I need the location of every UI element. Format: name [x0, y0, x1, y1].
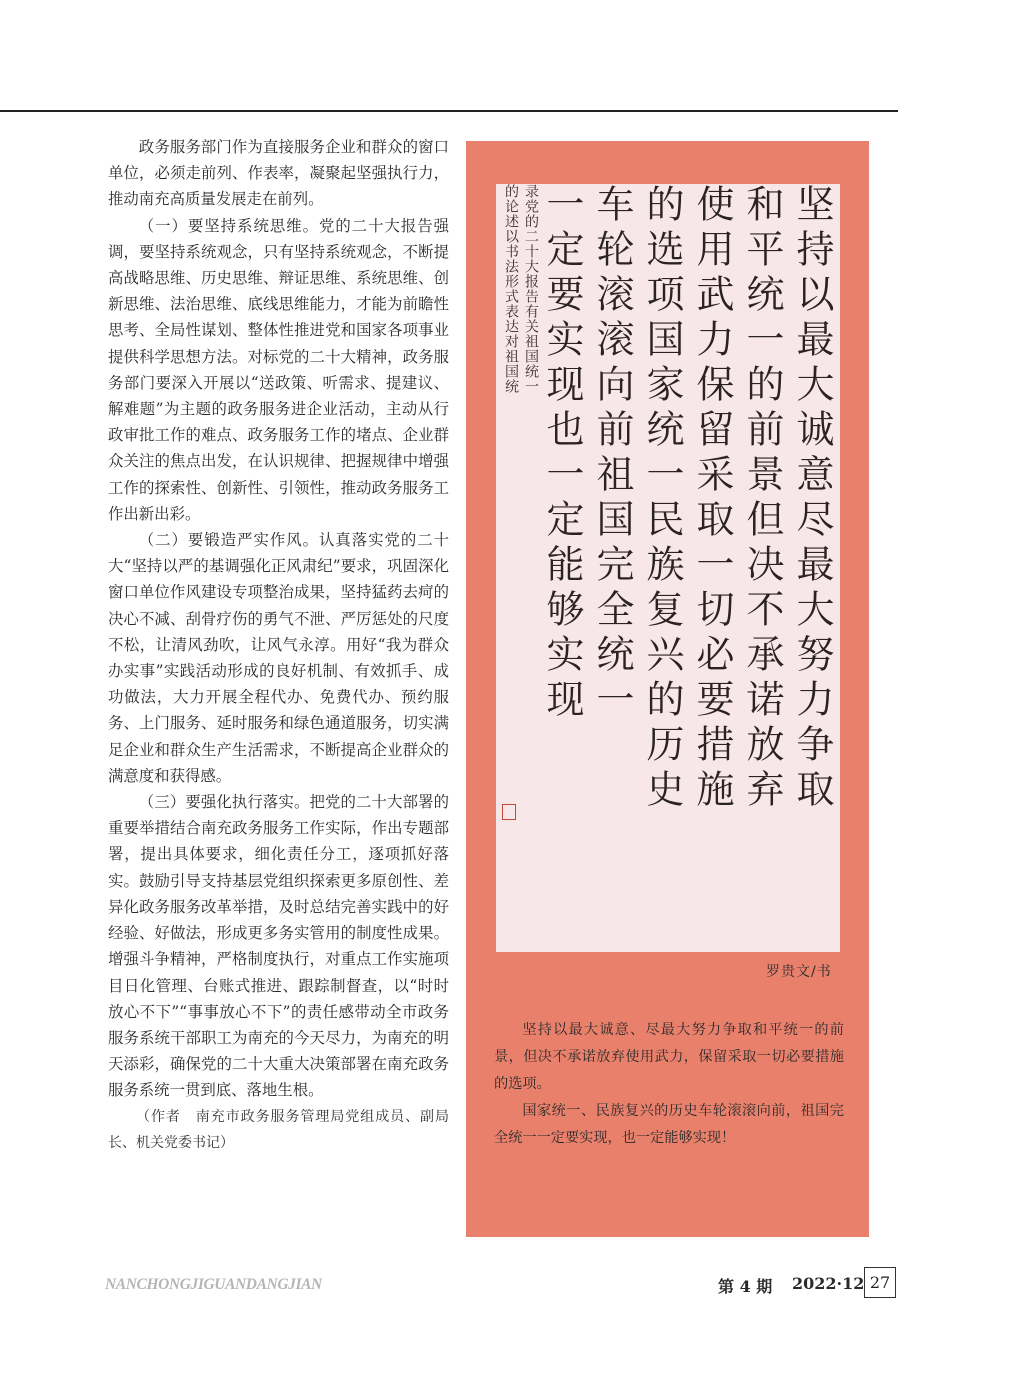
artwork-credit: 罗贵文/书 [766, 964, 832, 980]
article-body [108, 134, 449, 1156]
calligraphy-column: 车轮滚滚向前祖国完全统一 [590, 184, 634, 724]
calligraphy-column: 的选项国家统一民族复兴的历史 [640, 184, 684, 814]
article-section-3: （三）要强化执行落实。把党的二十大部署的重要举措结合南充政务服务工作实际，作出专题部署，提出具体要求，细化责任分工，逐项抓好落实。鼓励引导支持基层党组织探索更多原创性、差异化政务服务改革举措，及时总结完善实践中的好经验、好做法，形成更多务实管用的制度性成果。增强斗争精神，严格制度执行，对重点工作实施项目日化管理、台账式推进、跟踪制督查，以“时时放心不下”“事事放心不下”的责任感带动全市政务服务系统干部职工为南充的今天尽力，为南充的明天添彩，确保党的二十大重大决策部署在南充政务服务系统一贯到底、落地生根。 [108, 793, 449, 1100]
artwork-panel [466, 141, 869, 1237]
author-byline: （作者 南充市政务服务管理局党组成员、副局长、机关党委书记） [108, 1108, 449, 1151]
calligraphy-column: 和平统一的前景但决不承诺放弃 [740, 184, 784, 814]
calligraphy-inscription: 录党的二十大报告有关祖国统一 [523, 184, 539, 394]
article-section-1: （一）要坚持系统思维。党的二十大报告强调，要坚持系统观念，只有坚持系统观念，不断提高战略思维、历史思维、辩证思维、系统思维、创新思维、法治思维、底线思维能力，才能为前瞻性思考、全局性谋划、整体性推进党和国家各项事业提供科学思想方法。对标党的二十大精神，政务服务部门要深入开展以“送政策、听需求、提建议、解难题”为主题的政务服务进企业活动，主动从行政审批工作的难点、政务服务工作的堵点、企业群众关注的焦点出发，在认识规律、把握规律中增强工作的探索性、创新性、引领性，推动政务服务工作出新出彩。 [108, 216, 449, 523]
calligraphy-column: 使用武力保留采取一切必要措施 [690, 184, 734, 814]
caption-paragraph: 国家统一、民族复兴的历史车轮滚滚向前，祖国完全统一一定要实现，也一定能够实现！ [494, 1103, 844, 1146]
calligraphy-column: 坚持以最大诚意尽最大努力争取 [790, 184, 834, 814]
header-rule [0, 110, 898, 112]
calligraphy-column: 一定要实现也一定能够实现 [540, 184, 584, 724]
calligraphy-inscription: 的论述以书法形式表达对祖国统 [503, 184, 519, 394]
artwork-caption [494, 1017, 844, 1152]
article-intro-paragraph: 政务服务部门作为直接服务企业和群众的窗口单位，必须走前列、作表率，凝聚起坚强执行力，推动南充高质量发展走在前列。 [108, 138, 449, 209]
caption-paragraph: 坚持以最大诚意、尽最大努力争取和平统一的前景，但决不承诺放弃使用武力，保留采取一切必要措施的选项。 [494, 1022, 844, 1092]
seal-stamp [502, 804, 516, 820]
journal-name: NANCHONGJIGUANDANGJIAN [105, 1276, 322, 1293]
issue-date: 2022·12 [792, 1274, 865, 1293]
calligraphy-artwork [496, 184, 840, 952]
page-number: 27 [864, 1267, 896, 1298]
article-section-2: （二）要锻造严实作风。认真落实党的二十大“坚持以严的基调强化正风肃纪”要求，巩固深化窗口单位作风建设专项整治成果，坚持猛药去疴的决心不减、刮骨疗伤的勇气不泄、严厉惩处的尺度不松，让清风劲吹，让风气永淳。用好“我为群众办实事”实践活动形成的良好机制、有效抓手、成功做法，大力开展全程代办、免费代办、预约服务、上门服务、延时服务和绿色通道服务，切实满足企业和群众生产生活需求，不断提高企业群众的满意度和获得感。 [108, 531, 449, 785]
issue-number: 第 4 期 [718, 1277, 773, 1296]
